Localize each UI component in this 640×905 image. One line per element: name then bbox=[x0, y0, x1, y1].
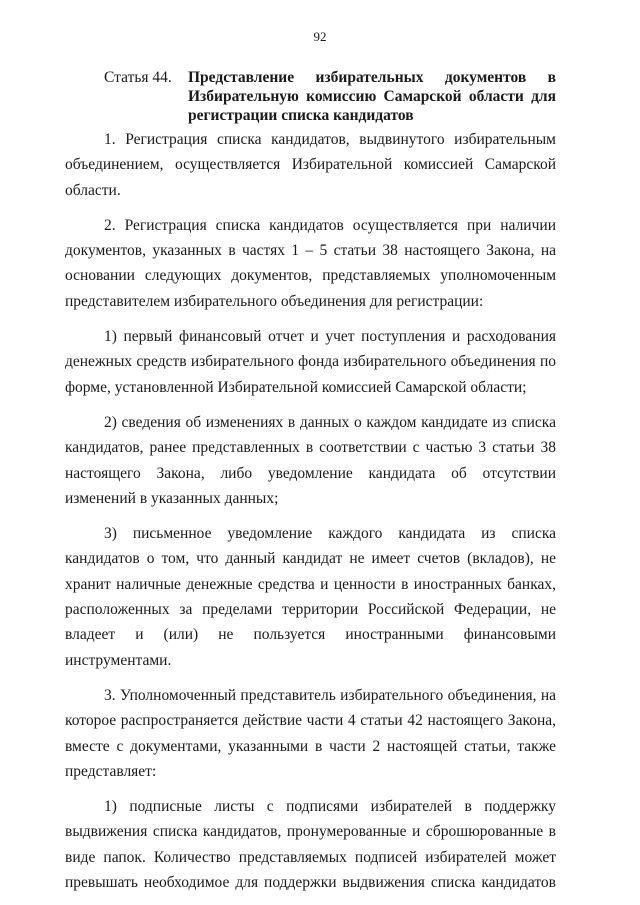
paragraph: 2. Регистрация списка кандидатов осуществляется при наличии документов, указанных в частях 1 – 5 статьи 38 настоящего Закона, на основании следующих документов, представляемых уполномоченным представителем избирательного объединения для регистрации: bbox=[65, 216, 556, 310]
article-title: Представление избирательных документов в Избирательную комиссию Самарской области для регистрации списка кандидатов bbox=[188, 69, 556, 124]
paragraph: 1. Регистрация списка кандидатов, выдвинутого избирательным объединением, осуществляется Избирательной комиссией Самарской области. bbox=[65, 131, 556, 199]
paragraph: 3) письменное уведомление каждого кандидата из списка кандидатов о том, что данный кандидат не имеет счетов (вкладов), не хранит наличные денежные средства и ценности в иностранных банках, расположенных за пределами территории Российской Федерации, не владеет и (или) не пользуется иностранными финансовыми инструментами. bbox=[65, 525, 556, 669]
article-heading bbox=[104, 68, 556, 125]
paragraph: 3. Уполномоченный представитель избирательного объединения, на которое распространяется действие части 4 статьи 42 настоящего Закона, вместе с документами, указанными в части 2 настоящей статьи, также представляет: bbox=[65, 686, 556, 780]
article-body bbox=[65, 127, 556, 895]
paragraph: 1) первый финансовый отчет и учет поступления и расходования денежных средств избирательного фонда избирательного объединения по форме, установленной Избирательной комиссией Самарской области; bbox=[65, 328, 556, 396]
article-label: Статья 44. bbox=[104, 69, 172, 86]
paragraph: 2) сведения об изменениях в данных о каждом кандидате из списка кандидатов, ранее представленных в соответствии с частью 3 статьи 38 настоящего Закона, либо уведомление кандидата об отсутствии изменений в указанных данных; bbox=[65, 413, 556, 507]
page-number: 92 bbox=[313, 29, 327, 44]
paragraph: 1) подписные листы с подписями избирателей в поддержку выдвижения списка кандидатов, пронумерованные и сброшюрованные в виде папок. Количество представляемых подписей избирателей может превышать необходимое для поддержки выдвижения списка кандидатов bbox=[65, 798, 556, 892]
